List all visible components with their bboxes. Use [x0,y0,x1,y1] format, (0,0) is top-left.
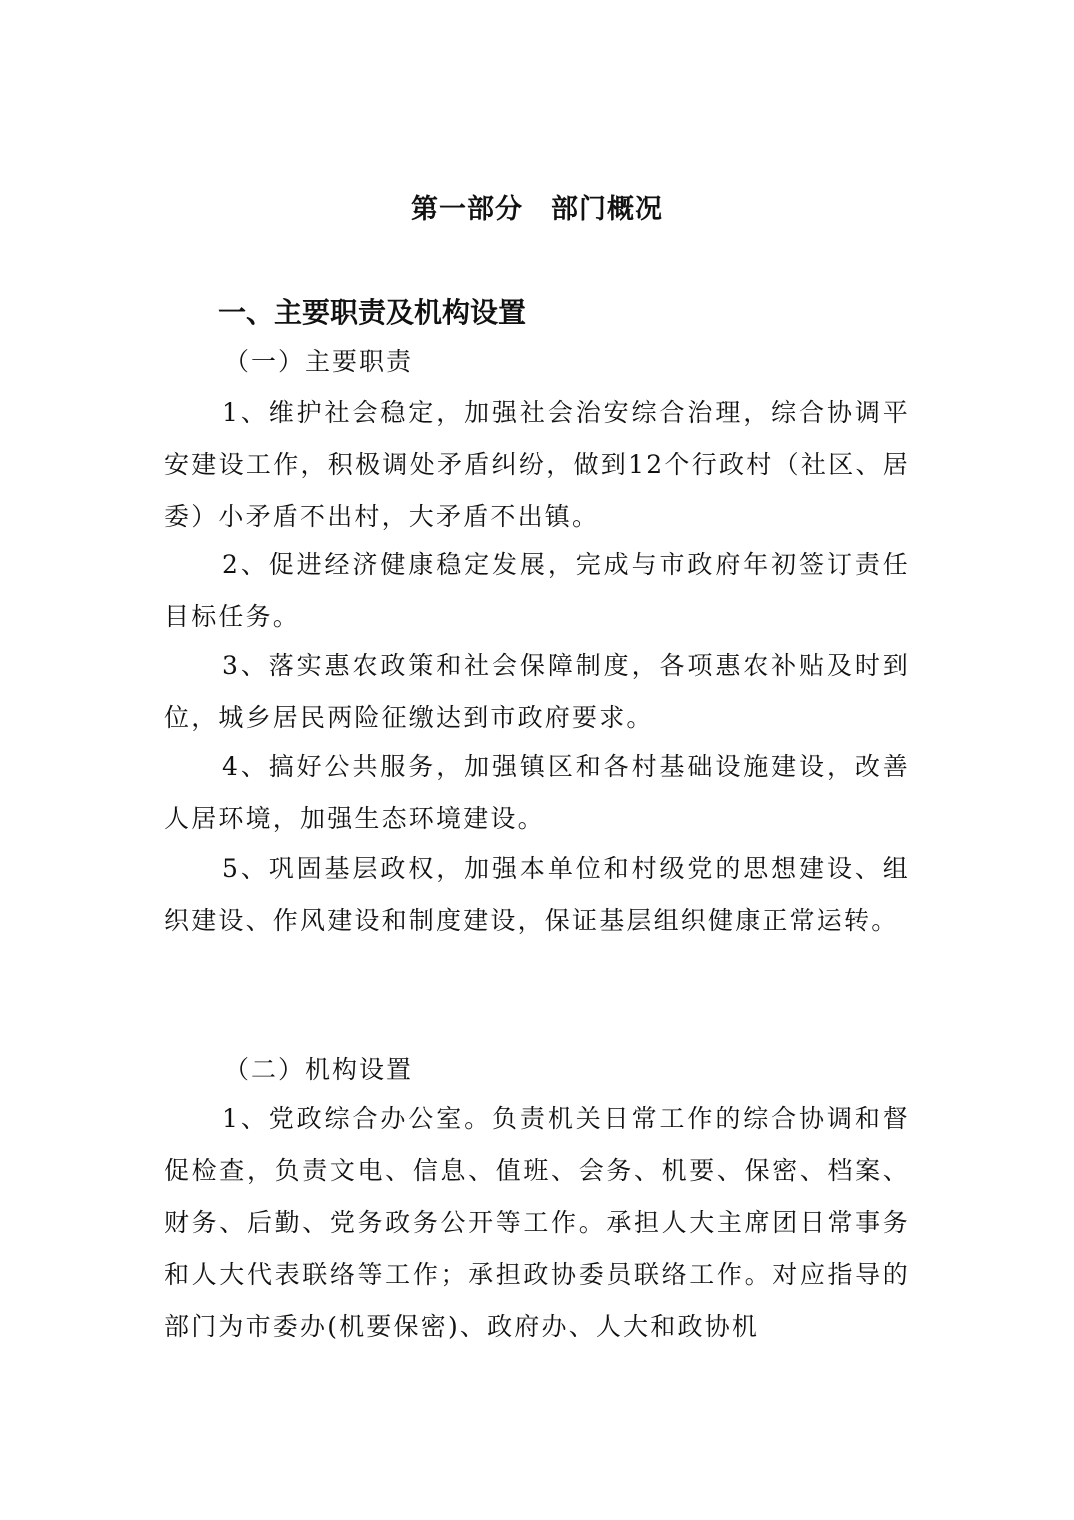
section-heading-duties-and-structure: 一、主要职责及机构设置 [218,296,527,329]
duty-paragraph-4: 4、搞好公共服务，加强镇区和各村基础设施建设，改善人居环境，加强生态环境建设。 [164,752,910,833]
duty-paragraph-5: 5、巩固基层政权，加强本单位和村级党的思想建设、组织建设、作风建设和制度建设，保证基层组织健康正常运转。 [164,854,910,935]
duty-paragraph-1: 1、维护社会稳定，加强社会治安综合治理，综合协调平安建设工作，积极调处矛盾纠纷，做到12个行政村（社区、居委）小矛盾不出村，大矛盾不出镇。 [164,398,910,531]
institution-paragraph-1: 1、党政综合办公室。负责机关日常工作的综合协调和督促检查，负责文电、信息、值班、会务、机要、保密、档案、财务、后勤、党务政务公开等工作。承担人大主席团日常事务和人大代表联络等工作；承担政协委员联络工作。对应指导的部门为市委办(机要保密)、政府办、人大和政协机 [164,1104,910,1341]
part-title: 第一部分 部门概况 [411,194,663,225]
subsection-heading-main-duties: （一）主要职责 [224,347,414,376]
duty-paragraph-3: 3、落实惠农政策和社会保障制度，各项惠农补贴及时到位，城乡居民两险征缴达到市政府要求。 [164,651,910,732]
duty-paragraph-2: 2、促进经济健康稳定发展，完成与市政府年初签订责任目标任务。 [164,550,910,631]
subsection-heading-institution-setup: （二）机构设置 [224,1055,414,1084]
